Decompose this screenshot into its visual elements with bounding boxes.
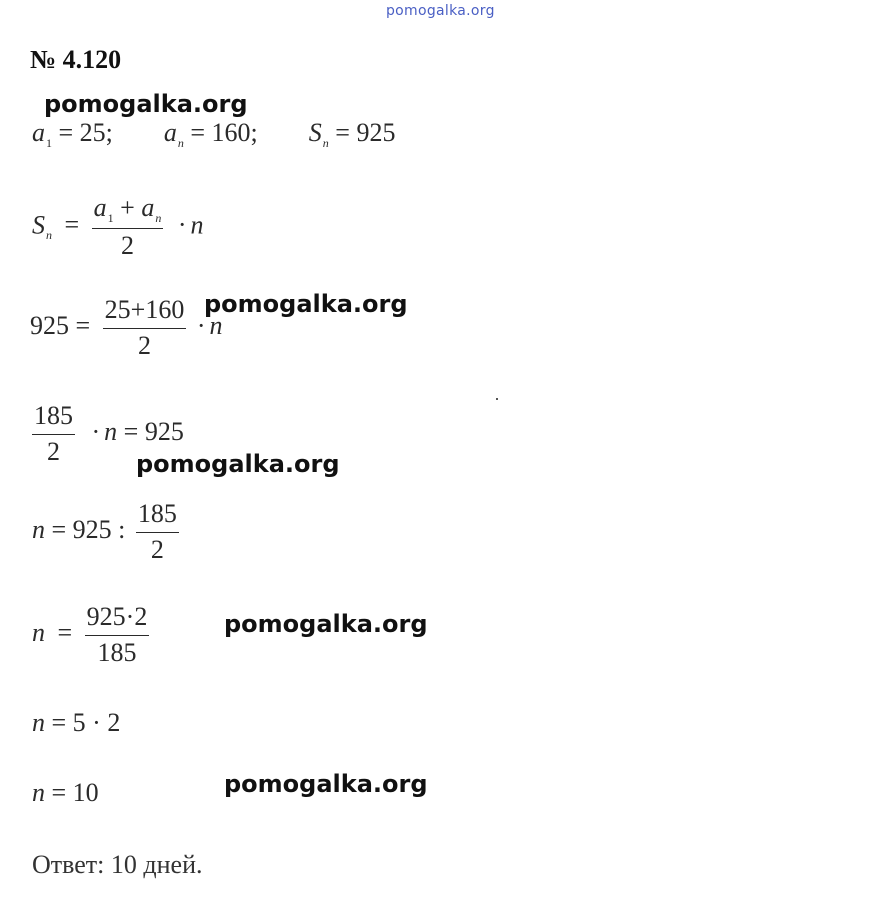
stray-dot [496,398,498,400]
step-1: 925 = $\frac{25+160}{2}$ · n [30,295,223,360]
step-6: n = 10 [32,778,99,807]
given-line [32,120,395,149]
given-sn: $S_n$ [308,118,329,150]
formula-fraction: $\frac{a_1 + a_n}{2}$ [93,193,162,261]
problem-title: № 4.120 [30,45,122,74]
given-a1-value: = 25; [58,118,113,147]
step-2: $\frac{185}{2}$ · n = 925 [34,401,184,466]
step-3: n = 925 : $\frac{185}{2}$ [32,499,177,564]
top-watermark: pomogalka.org [386,3,495,19]
watermark-4: pomogalka.org [224,610,428,638]
watermark-1: pomogalka.org [44,90,248,118]
given-sn-value: = 925 [335,118,396,147]
watermark-2: pomogalka.org [204,290,408,318]
given-an: $a_n$ [163,118,184,150]
watermark-3: pomogalka.org [136,450,340,478]
step-5: n = 5 · 2 [32,708,121,737]
watermark-5: pomogalka.org [224,770,428,798]
step-4: n = $\frac{925\cdot 2}{185}$ [32,602,148,667]
given-a1: $a_1$ [32,118,52,150]
answer-line: Ответ: 10 дней. [32,850,203,879]
sum-formula: $S_n$ = $\frac{a_1 + a_n}{2}$ · n [32,193,204,261]
given-an-value: = 160; [190,118,258,147]
